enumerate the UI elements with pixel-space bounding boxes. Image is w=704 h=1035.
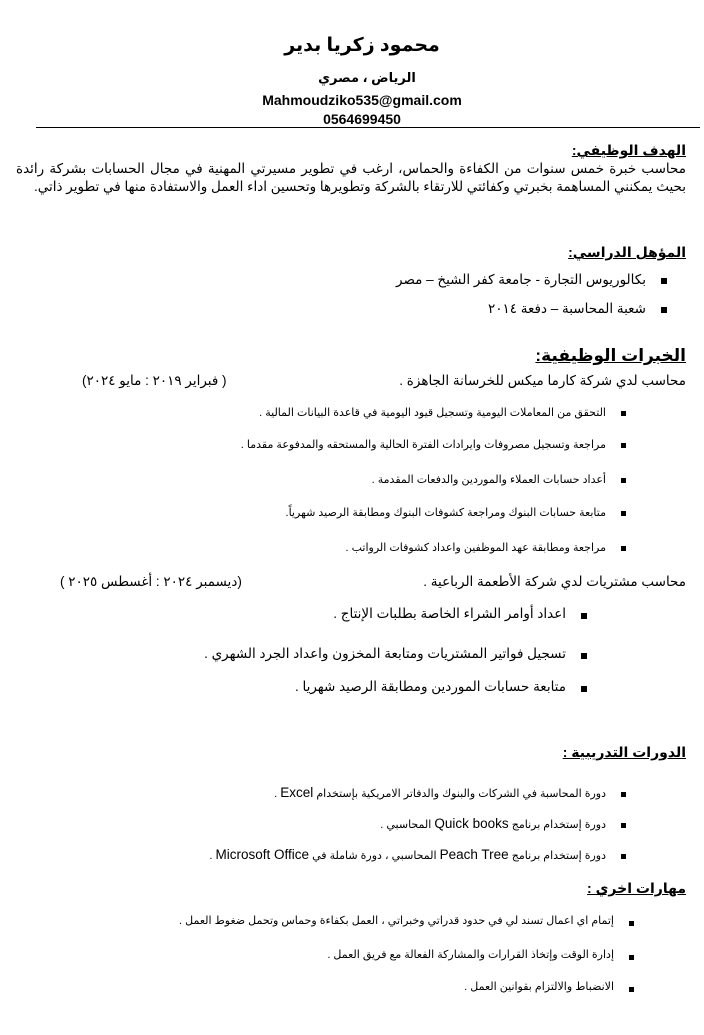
job-task: مراجعة ومطابقة عهد الموظفين واعداد كشوفات الرواتب .	[345, 542, 606, 554]
skills-heading: مهارات اخري :	[587, 880, 686, 896]
skill-item: إدارة الوقت وإتخاذ القرارات والمشاركة الفعالة مع فريق العمل .	[327, 949, 614, 961]
education-heading: المؤهل الدراسي:	[568, 244, 686, 260]
objective-text: محاسب خبرة خمس سنوات من الكفاءة والحماس، ارغب في تطوير مسيرتي المهنية في مجال الحسابات بشركة رائدة بحيث يمكنني المساهمة بخبرتي وكفائتي للارتقاء بالشركة وتطويرها وتحسين اداء العمل والاستفادة منها في تطوير ذاتي.	[16, 161, 686, 194]
bullet-icon	[628, 954, 637, 963]
job-title: محاسب لدي شركة كارما ميكس للخرسانة الجاهزة .	[399, 373, 686, 388]
job-task: متابعة حسابات البنوك ومراجعة كشوفات البنوك ومطابقة الرصيد شهرياً.	[285, 507, 606, 519]
candidate-phone: 0564699450	[323, 111, 401, 127]
bullet-icon	[620, 510, 629, 519]
bullet-icon	[620, 822, 629, 831]
course-item	[274, 785, 606, 800]
skill-item: الانضباط والالتزام بقوانين العمل .	[464, 981, 614, 993]
job-task: تسجيل فواتير المشتريات ومتابعة المخزون واعداد الجرد الشهري .	[204, 646, 566, 661]
bullet-icon	[580, 652, 589, 661]
bullet-icon	[580, 612, 589, 621]
objective-heading: الهدف الوظيفي:	[571, 142, 686, 158]
job-period: ( فبراير ٢٠١٩ : مايو ٢٠٢٤)	[82, 373, 227, 388]
course-text: دورة إستخدام برنامج	[511, 819, 606, 831]
candidate-name: محمود زكريا بدير	[284, 35, 440, 56]
course-item	[380, 816, 606, 831]
education-item: بكالوريوس التجارة - جامعة كفر الشيخ – مصر	[396, 272, 646, 287]
candidate-email: Mahmoudziko535@gmail.com	[262, 92, 462, 108]
course-text: دورة المحاسبة في الشركات والبنوك والدفاتر الامريكية بإستخدام	[316, 788, 606, 800]
job-task: التحقق من المعاملات اليومية وتسجيل قيود اليومية في قاعدة البيانات المالية .	[259, 407, 606, 419]
course-software: Quick books	[434, 816, 509, 831]
bullet-icon	[620, 545, 629, 554]
course-text-tail: .	[274, 788, 278, 800]
course-text: دورة إستخدام برنامج	[511, 850, 606, 862]
bullet-icon	[620, 853, 629, 862]
bullet-icon	[580, 685, 589, 694]
bullet-icon	[620, 410, 629, 419]
course-text-tail: المحاسبي .	[380, 819, 432, 831]
candidate-location: الرياض ، مصري	[318, 70, 416, 85]
job-period: (ديسمبر ٢٠٢٤ : أغسطس ٢٠٢٥ )	[60, 574, 242, 589]
bullet-icon	[620, 791, 629, 800]
bullet-icon	[660, 277, 669, 286]
course-software: Excel	[280, 785, 314, 800]
course-item	[209, 847, 606, 862]
skill-item: إتمام اي اعمال تسند لي في حدود قدراتي وخبراتي ، العمل بكفاءة وحماس وتحمل ضغوط العمل .	[179, 915, 614, 927]
education-item: شعبة المحاسبة – دفعة ٢٠١٤	[488, 301, 646, 316]
bullet-icon	[620, 442, 629, 451]
course-text-tail: المحاسبي ، دورة شاملة في	[312, 850, 437, 862]
job-title: محاسب مشتريات لدي شركة الأطعمة الرباعية .	[423, 574, 686, 589]
course-software: Microsoft Office	[215, 847, 310, 862]
course-text-tail: .	[209, 850, 213, 862]
courses-heading: الدورات التدريبية :	[562, 744, 686, 760]
bullet-icon	[628, 920, 637, 929]
experience-heading: الخبرات الوظيفية:	[535, 346, 686, 365]
job-task: اعداد أوامر الشراء الخاصة بطلبات الإنتاج .	[333, 606, 566, 621]
bullet-icon	[620, 477, 629, 486]
header-divider	[36, 127, 700, 128]
bullet-icon	[628, 986, 637, 995]
job-task: مراجعة وتسجيل مصروفات وايرادات الفترة الحالية والمستحقه والمدفوعة مقدما .	[240, 439, 606, 451]
job-task: أعداد حسابات العملاء والموردين والدفعات المقدمة .	[371, 474, 606, 486]
job-task: متابعة حسابات الموردين ومطابقة الرصيد شهريا .	[294, 679, 566, 694]
course-software: Peach Tree	[439, 847, 509, 862]
bullet-icon	[660, 306, 669, 315]
